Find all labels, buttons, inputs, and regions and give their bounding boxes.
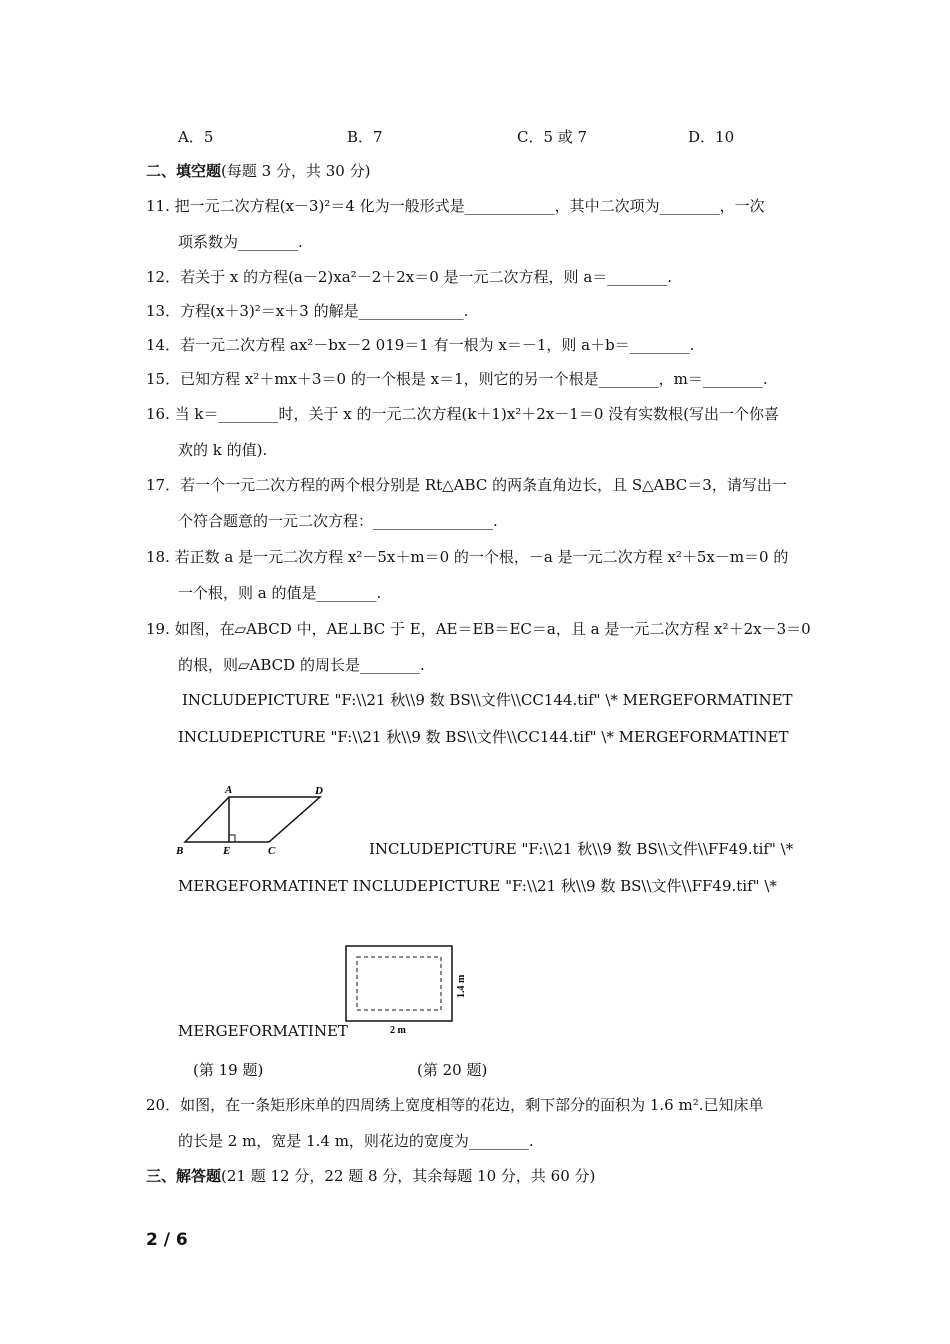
question-14: 14．若一元二次方程 ax²－bx－2 019＝1 有一根为 x＝－1，则 a＋b＝________.: [146, 336, 695, 354]
label-d: D: [315, 785, 323, 797]
question-19-line1: 19. 如图，在▱ABCD 中，AE⊥BC 于 E，AE＝EB＝EC＝a，且 a 是一元二次方程 x²＋2x－3＝0: [146, 620, 811, 638]
question-18-line2: 一个根，则 a 的值是________.: [178, 584, 382, 602]
question-17-line2: 个符合题意的一元二次方程：________________.: [178, 512, 498, 530]
option-b: B．7: [347, 128, 383, 146]
field-code-ff49-a: INCLUDEPICTURE "F:\\21 秋\\9 数 BS\\文件\\FF49.tif" \*: [369, 840, 794, 858]
question-12: 12．若关于 x 的方程(a－2)xa²－2＋2x＝0 是一元二次方程，则 a＝________.: [146, 268, 673, 286]
question-16-line2: 欢的 k 的值).: [178, 441, 268, 459]
label-height: 1.4 m: [456, 974, 467, 998]
field-code-ff49-b: MERGEFORMATINET INCLUDEPICTURE "F:\\21 秋\\9 数 BS\\文件\\FF49.tif" \*: [178, 877, 777, 895]
question-11-line1: 11. 把一元二次方程(x－3)²＝4 化为一般形式是____________，其中二次项为________，一次: [146, 197, 765, 215]
section-heading-fill-blank: [146, 161, 370, 181]
section-heading-solve: [146, 1166, 595, 1186]
question-19-line2: 的根，则▱ABCD 的周长是________.: [178, 656, 425, 674]
option-d: D．10: [688, 128, 735, 146]
field-code-cc144-b: INCLUDEPICTURE "F:\\21 秋\\9 数 BS\\文件\\CC144.tif" \* MERGEFORMATINET: [178, 728, 789, 746]
section-title: 三、解答题: [146, 1167, 222, 1185]
section-note: (21 题 12 分，22 题 8 分，其余每题 10 分，共 60 分): [221, 1167, 596, 1185]
question-18-line1: 18. 若正数 a 是一元二次方程 x²－5x＋m＝0 的一个根，－a 是一元二次方程 x²＋5x－m＝0 的: [146, 548, 789, 566]
label-a: A: [225, 784, 233, 796]
option-a: A．5: [178, 128, 214, 146]
field-code-ff49-c: MERGEFORMATINET: [178, 1022, 348, 1040]
option-c: C．5 或 7: [517, 128, 588, 146]
section-note: (每题 3 分，共 30 分): [221, 162, 371, 180]
question-15: 15．已知方程 x²＋mx＋3＝0 的一个根是 x＝1，则它的另一个根是________，m＝________.: [146, 370, 768, 388]
label-width: 2 m: [390, 1025, 406, 1035]
label-b: B: [176, 845, 184, 857]
question-20-line2: 的长是 2 m，宽是 1.4 m，则花边的宽度为________.: [178, 1132, 534, 1150]
right-angle-mark: [229, 835, 235, 842]
section-title: 二、填空题: [146, 162, 222, 180]
figure-20-bedsheet: [340, 940, 470, 1035]
page-number: 2 / 6: [146, 1230, 188, 1250]
label-c: C: [268, 845, 276, 857]
caption-20: (第 20 题): [417, 1061, 488, 1079]
inner-rectangle-dashed: [357, 957, 441, 1010]
question-20-line1: 20．如图，在一条矩形床单的四周绣上宽度相等的花边，剩下部分的面积为 1.6 m².已知床单: [146, 1096, 764, 1114]
question-13: 13．方程(x＋3)²＝x＋3 的解是______________.: [146, 302, 469, 320]
caption-19: (第 19 题): [193, 1061, 264, 1079]
label-e: E: [223, 845, 231, 857]
parallelogram-abcd: [185, 797, 320, 842]
question-17-line1: 17．若一个一元二次方程的两个根分别是 Rt△ABC 的两条直角边长，且 S△ABC＝3，请写出一: [146, 476, 787, 494]
question-11-line2: 项系数为________.: [178, 233, 303, 251]
field-code-cc144-a: INCLUDEPICTURE "F:\\21 秋\\9 数 BS\\文件\\CC144.tif" \* MERGEFORMATINET: [182, 691, 793, 709]
question-16-line1: 16. 当 k＝________时，关于 x 的一元二次方程(k＋1)x²＋2x－1＝0 没有实数根(写出一个你喜: [146, 405, 779, 423]
figure-19-parallelogram: [172, 780, 337, 860]
